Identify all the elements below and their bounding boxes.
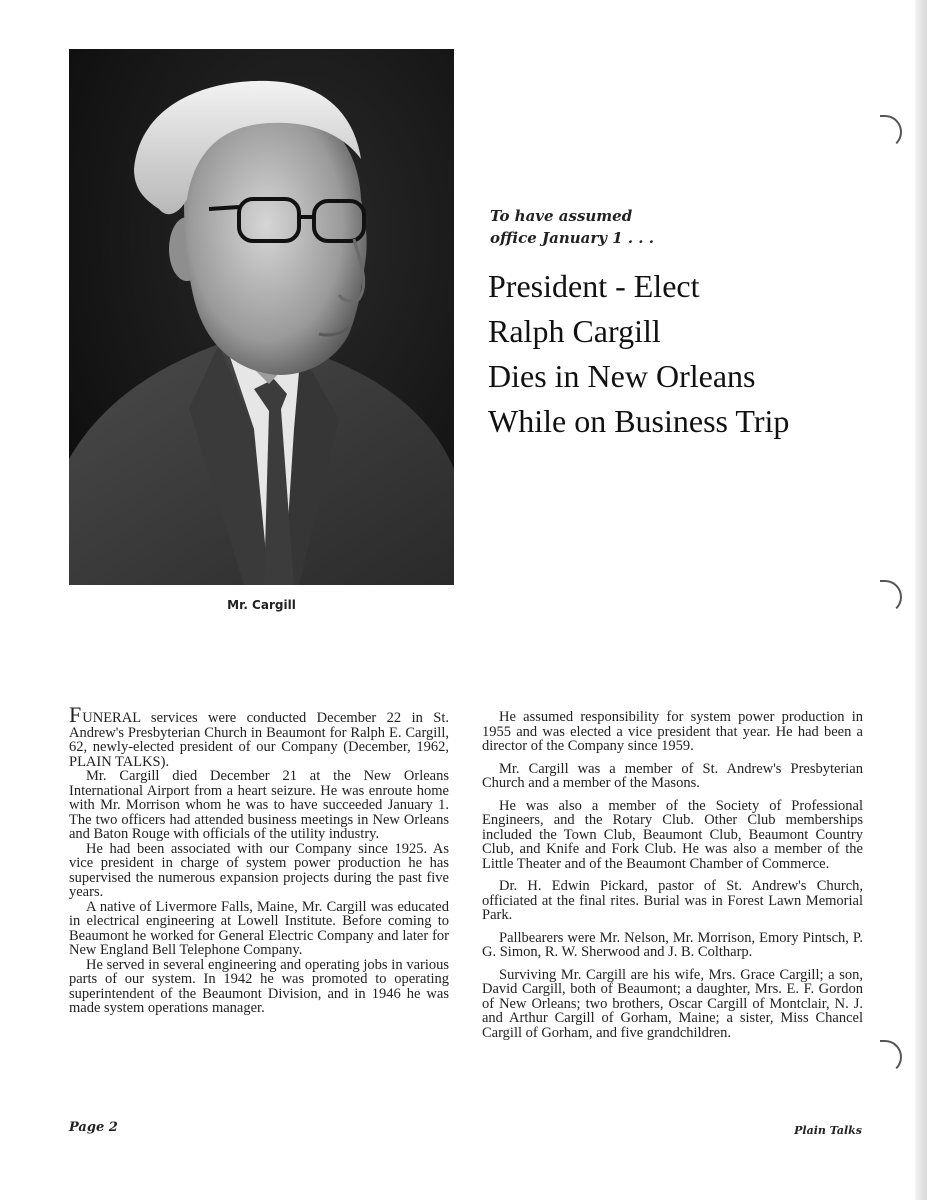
article-paragraph: Pallbearers were Mr. Nelson, Mr. Morrison, Emory Pintsch, P. G. Simon, R. W. Sherwood and J. B. Coltharp. [482,929,863,960]
article-paragraph: He assumed responsibility for system power production in 1955 and was elected a vice president that year. He had been a director of the Company since 1959. [482,709,863,754]
binder-hole-bottom [880,1040,902,1074]
page-edge [915,0,927,1200]
article-paragraph: Mr. Cargill died December 21 at the New Orleans International Airport from a heart seizure. He was enroute home with Mr. Morrison whom he was to have succeeded January 1. The two officers had attended business meetings in New Orleans and Baton Rouge with officials of the utility industry. [69,768,449,842]
publication-name: Plain Talks [794,1124,862,1137]
kicker [490,205,790,249]
page-number: Page 2 [69,1120,118,1135]
article-paragraph-text: UNERAL services were conducted December 22 in St. Andrew's Presbyterian Church in Beaumont for Ralph E. Cargill, 62, newly-elected president of our Company (December, 1962, PLAIN TALKS). [69,710,449,770]
article-paragraph: Surviving Mr. Cargill are his wife, Mrs. Grace Cargill; a son, David Cargill, both of Beaumont; a daughter, Mrs. E. F. Gordon of New Orleans; two brothers, Oscar Cargill of Montclair, N. J. and Arthur Cargill of Gorham, Maine; a sister, Miss Chancel Cargill of Gorham, and five grandchildren. [482,966,863,1041]
binder-hole-middle [880,580,902,614]
article-paragraph: Mr. Cargill was a member of St. Andrew's Presbyterian Church and a member of the Masons. [482,760,863,791]
kicker-line-1: To have assumed [490,207,633,225]
article-paragraph: A native of Livermore Falls, Maine, Mr. Cargill was educated in electrical engineering at Lowell Institute. Before coming to Beaumont he worked for General Electric Company and later for New England Bell Telephone Company. [69,898,449,958]
binder-hole-top [880,115,902,149]
article-paragraph [69,702,449,770]
headline-line-1: President - Elect [488,268,700,304]
portrait-photo [69,49,454,585]
portrait-illustration [69,49,454,585]
article-paragraph: Dr. H. Edwin Pickard, pastor of St. Andrew's Church, officiated at the final rites. Burial was in Forest Lawn Memorial Park. [482,878,863,923]
article-left-column [69,702,449,1016]
article-paragraph: He served in several engineering and operating jobs in various parts of our system. In 1942 he was promoted to operating superintendent of the Beaumont Division, and in 1946 he was made system operations manager. [69,956,449,1016]
photo-caption: Mr. Cargill [227,598,296,612]
article-paragraph: He was also a member of the Society of Professional Engineers, and the Rotary Club. Other Club memberships included the Town Club, Beaumont Club, Beaumont Country Club, and Knife and Fork Club. He was also a member of the Little Theater and of the Beaumont Chamber of Commerce. [482,797,863,872]
drop-cap: F [69,702,82,727]
article-right-column [482,710,863,1048]
headline-line-3: Dies in New Orleans [488,358,756,394]
kicker-line-2: office January 1 . . . [490,229,654,247]
article-paragraph: He had been associated with our Company since 1925. As vice president in charge of system power production he has supervised the numerous expansion projects during the past five years. [69,840,449,900]
headline-line-4: While on Business Trip [488,403,790,439]
headline-line-2: Ralph Cargill [488,313,661,349]
headline [488,264,908,444]
